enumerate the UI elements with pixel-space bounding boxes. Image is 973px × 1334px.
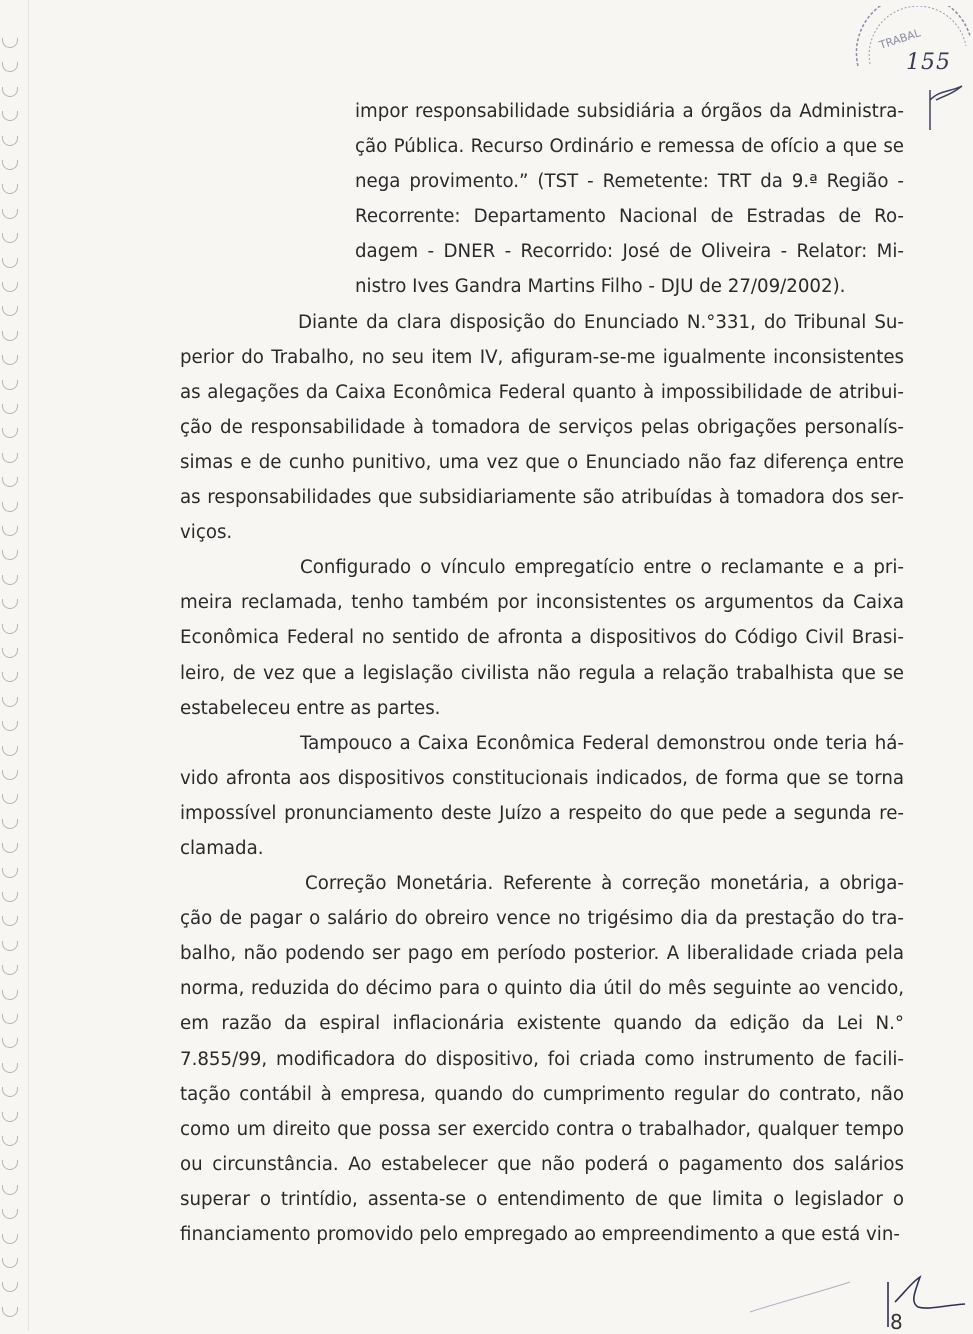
binding-hole [2,233,18,243]
binding-hole [2,160,18,170]
binding-hole [2,599,18,609]
binding-hole [2,843,18,853]
binding-edge [0,0,29,1331]
binding-hole [2,1112,18,1122]
binding-hole [2,136,18,146]
binding-hole [2,1038,18,1048]
binding-hole [2,648,18,658]
binding-hole [2,746,18,756]
paragraph-correcao-monetaria: Correção Monetária. Referente à correção monetária, a obriga-ção de pagar o salário do obreiro vence no trigésimo dia da prestação do tra-balho, não podendo ser pago em período posterior. A liberalidade criada pela norma, reduzida do décimo para o quinto dia útil do mês seguinte ao vencido, em razão da espiral inflacionária existente quando da edição da Lei N.° 7.855/99, modificadora do dispositivo, foi criada como instrumento de facili-tação contábil à empresa, quando do cumprimento regular do contrato, não como um direito que possa ser exercido contra o trabalhador, qualquer tempo ou circunstância. Ao estabelecer que não poderá o pagamento dos salários superar o trintídio, assenta-se o entendimento de que limita o legislador o financiamento promovido pelo empregado ao empreendimento a que está vin- [180,873,904,1245]
paragraph-tampouco: Tampouco a Caixa Econômica Federal demonstrou onde teria há-vido afronta aos dispositivos constitucionais indicados, de forma que se torna impossível pronunciamento deste Juízo a respeito do que pede a segunda re-clamada. [180,732,904,859]
page-number-handwritten: 155 [906,50,951,75]
binding-hole [2,916,18,926]
binding-hole [2,990,18,1000]
handwritten-initials-icon [922,70,972,140]
svg-text:TRABAL: TRABAL [877,26,923,52]
binding-hole [2,306,18,316]
binding-hole [2,1282,18,1292]
binding-hole [2,794,18,804]
paragraph-enunciado: Diante da clara disposição do Enunciado N.°331, do Tribunal Su-perior do Trabalho, no seu item IV, afiguram-se-me igualmente inconsistentes as alegações da Caixa Econômica Federal quanto à impossibilidade de atribui-ção de responsabilidade à tomadora de serviços pelas obrigações personalís-simas e de cunho punitivo, uma vez que o Enunciado não faz diferença entre as responsabilidades que subsidiariamente são atribuídas à tomadora dos ser-viços. [180,311,904,544]
binding-hole [2,1209,18,1219]
binding-hole [2,355,18,365]
binding-hole [2,331,18,341]
binding-hole [2,575,18,585]
bottom-page-number: 8 [890,1310,903,1334]
binding-hole [2,941,18,951]
binding-hole [2,672,18,682]
binding-hole [2,428,18,438]
binding-hole [2,965,18,975]
binding-hole [2,453,18,463]
binding-hole [2,819,18,829]
binding-hole [2,184,18,194]
document-body [180,94,904,1252]
binding-hole [2,1136,18,1146]
binding-hole [2,1185,18,1195]
binding-hole [2,892,18,902]
binding-hole [2,282,18,292]
paragraph-vinculo: Configurado o vínculo empregatício entre o reclamante e a pri-meira reclamada, tenho também por inconsistentes os argumentos da Caixa Econômica Federal no sentido de afronta a dispositivos do Código Civil Brasi-leiro, de vez que a legislação civilista não regula a relação trabalhista que se estabeleceu entre as partes. [180,557,904,719]
binding-hole [2,721,18,731]
signature-initials-icon [740,1262,973,1331]
binding-hole [2,1160,18,1170]
binding-hole [2,1014,18,1024]
binding-hole [2,770,18,780]
binding-hole [2,550,18,560]
binding-hole [2,380,18,390]
binding-hole [2,111,18,121]
binding-hole [2,1307,18,1317]
binding-hole [2,624,18,634]
binding-hole [2,62,18,72]
binding-hole [2,209,18,219]
binding-hole [2,258,18,268]
binding-hole [2,1087,18,1097]
binding-hole [2,868,18,878]
binding-hole [2,87,18,97]
binding-hole [2,1063,18,1073]
binding-hole [2,1258,18,1268]
binding-hole [2,38,18,48]
binding-hole [2,526,18,536]
binding-hole [2,477,18,487]
binding-hole [2,697,18,707]
binding-hole [2,404,18,414]
binding-hole [2,1234,18,1244]
binding-hole [2,502,18,512]
quote-paragraph: impor responsabilidade subsidiária a órgãos da Administra-ção Pública. Recurso Ordinário e remessa de ofício a que se nega provimento.” (TST - Remetente: TRT da 9.ª Região - Recorrente: Departamento Nacional de Estradas de Ro-dagem - DNER - Recorrido: José de Oliveira - Relator: Mi-nistro Ives Gandra Martins Filho - DJU de 27/09/2002). [355,101,904,298]
